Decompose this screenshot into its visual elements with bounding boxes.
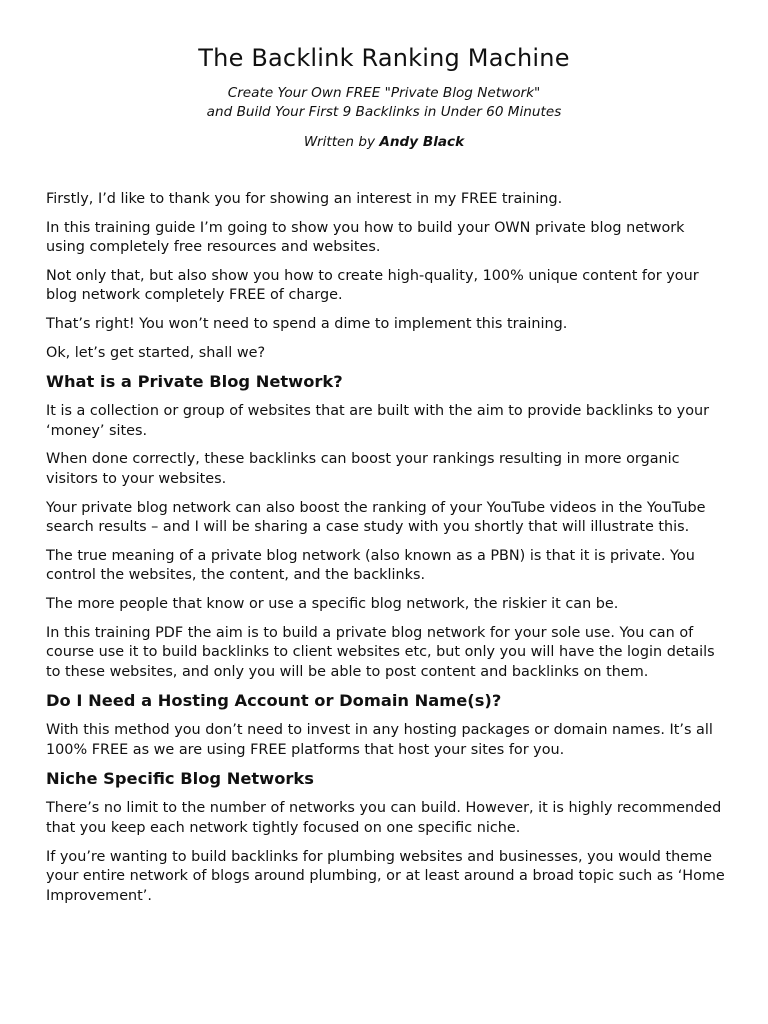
section1-paragraph: The more people that know or use a specific blog network, the riskier it can be.	[46, 595, 619, 612]
intro-paragraph: Ok, let’s get started, shall we?	[46, 344, 266, 361]
document-title: The Backlink Ranking Machine	[198, 44, 570, 72]
section-heading-hosting-domain: Do I Need a Hosting Account or Domain Name(s)?	[46, 691, 502, 711]
document-subtitle	[0, 84, 768, 122]
author-name: Andy Black	[379, 134, 465, 150]
subtitle-line-2: and Build Your First 9 Backlinks in Under 60 Minutes	[206, 104, 562, 120]
section1-paragraph: Your private blog network can also boost the ranking of your YouTube videos in the YouTube search results – and I will be sharing a case study with you shortly that will illustrate this.	[46, 499, 706, 536]
section1-paragraph: The true meaning of a private blog network (also known as a PBN) is that it is private. You control the websites, the content, and the backlinks.	[46, 547, 695, 584]
document-body	[46, 190, 726, 915]
section2-paragraph: With this method you don’t need to invest in any hosting packages or domain names. It’s all 100% FREE as we are using FREE platforms that host your sites for you.	[46, 722, 713, 758]
section3-paragraph: There’s no limit to the number of networks you can build. However, it is highly recommended that you keep each network tightly focused on one specific niche.	[46, 800, 722, 837]
intro-paragraph: In this training guide I’m going to show you how to build your OWN private blog network using completely free resources and websites.	[46, 219, 685, 256]
section-heading-private-blog-network: What is a Private Blog Network?	[46, 372, 343, 392]
intro-paragraph: Not only that, but also show you how to create high-quality, 100% unique content for your blog network completely FREE of charge.	[46, 267, 699, 304]
section-heading-niche-networks: Niche Specific Blog Networks	[46, 769, 314, 789]
section1-paragraph: It is a collection or group of websites that are built with the aim to provide backlinks to your ‘money’ sites.	[46, 403, 710, 439]
byline	[0, 133, 768, 152]
section3-paragraph: If you’re wanting to build backlinks for plumbing websites and businesses, you would theme your entire network of blogs around plumbing, or at least around a broad topic such as ‘Home Improvement’.	[46, 848, 725, 904]
section1-paragraph: When done correctly, these backlinks can boost your rankings resulting in more organic visitors to your websites.	[46, 451, 680, 487]
intro-paragraph: That’s right! You won’t need to spend a dime to implement this training.	[46, 315, 568, 332]
section1-paragraph: In this training PDF the aim is to build a private blog network for your sole use. You can of course use it to build backlinks to client websites etc, but only you will have the login details to these websites, and only you will be able to post content and backlinks on them.	[46, 624, 715, 680]
byline-prefix: Written by	[303, 134, 376, 150]
intro-paragraph: Firstly, I’d like to thank you for showing an interest in my FREE training.	[46, 191, 563, 207]
subtitle-line-1: Create Your Own FREE "Private Blog Network"	[227, 85, 541, 101]
